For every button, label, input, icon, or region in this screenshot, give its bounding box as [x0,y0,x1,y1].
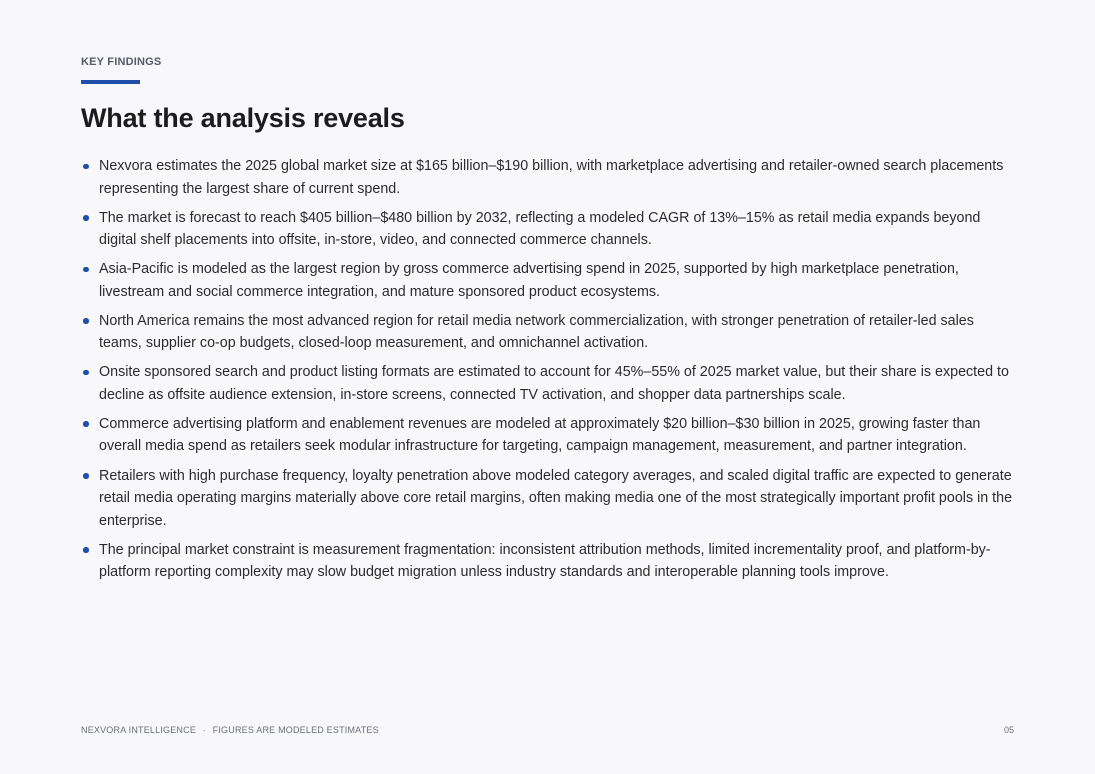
bullet-icon [83,215,89,221]
bullet-icon [83,421,89,427]
footer [81,725,379,735]
finding-item [81,310,1016,355]
footer-brand: NEXVORA INTELLIGENCE [81,725,197,735]
findings-list [81,155,1016,590]
page-number: 05 [1003,725,1014,735]
accent-rule [81,80,140,84]
finding-item [81,465,1016,533]
footer-note: FIGURES ARE MODELED ESTIMATES [212,725,379,735]
finding-text: Onsite sponsored search and product listing formats are estimated to account for 45%–55% of 2025 market value, but their share is expected to decline as offsite audience extension, in-store screens, connected TV activation, and shopper data partnerships scale. [99,364,1009,403]
finding-text: North America remains the most advanced region for retail media network commercialization, with stronger penetration of retailer-led sales teams, supplier co-op budgets, closed-loop measurement, and omnichannel activation. [99,312,974,352]
finding-item [81,539,1016,584]
bullet-icon [83,318,89,324]
section-label: KEY FINDINGS [81,56,162,68]
page-title: What the analysis reveals [81,103,405,133]
finding-text: The principal market constraint is measurement fragmentation: inconsistent attribution methods, limited incrementality proof, and platform-by-platform reporting complexity may slow budget migration unless industry standards and interoperable planning tools improve. [99,541,991,581]
bullet-icon [83,164,89,170]
footer-separator: · [202,725,206,735]
finding-text: The market is forecast to reach $405 billion–$480 billion by 2032, reflecting a modeled CAGR of 13%–15% as retail media expands beyond digital shelf placements into offsite, in-store, video, and connected commerce channels. [99,209,981,249]
finding-text: Commerce advertising platform and enablement revenues are modeled at approximately $20 billion–$30 billion in 2025, growing faster than overall media spend as retailers seek modular infrastructure for targeting, campaign management, measurement, and partner integration. [99,415,981,455]
finding-item [81,413,1016,458]
bullet-icon [83,473,89,479]
bullet-icon [83,267,89,273]
finding-text: Asia-Pacific is modeled as the largest region by gross commerce advertising spend in 2025, supported by high marketplace penetration, livestream and social commerce integration, and mature sponsored product ecosystems. [99,261,959,300]
finding-item [81,155,1016,200]
finding-item [81,207,1016,252]
finding-text: Retailers with high purchase frequency, loyalty penetration above modeled category averages, and scaled digital traffic are expected to generate retail media operating margins materially above core retail margins, often making media one of the most strategically important profit pools in the enterprise. [99,467,1013,529]
finding-text: Nexvora estimates the 2025 global market size at $165 billion–$190 billion, with marketplace advertising and retailer-owned search placements representing the largest share of current spend. [99,158,1004,197]
finding-item [81,361,1016,406]
bullet-icon [83,370,89,376]
finding-item [81,258,1016,303]
bullet-icon [83,547,89,553]
